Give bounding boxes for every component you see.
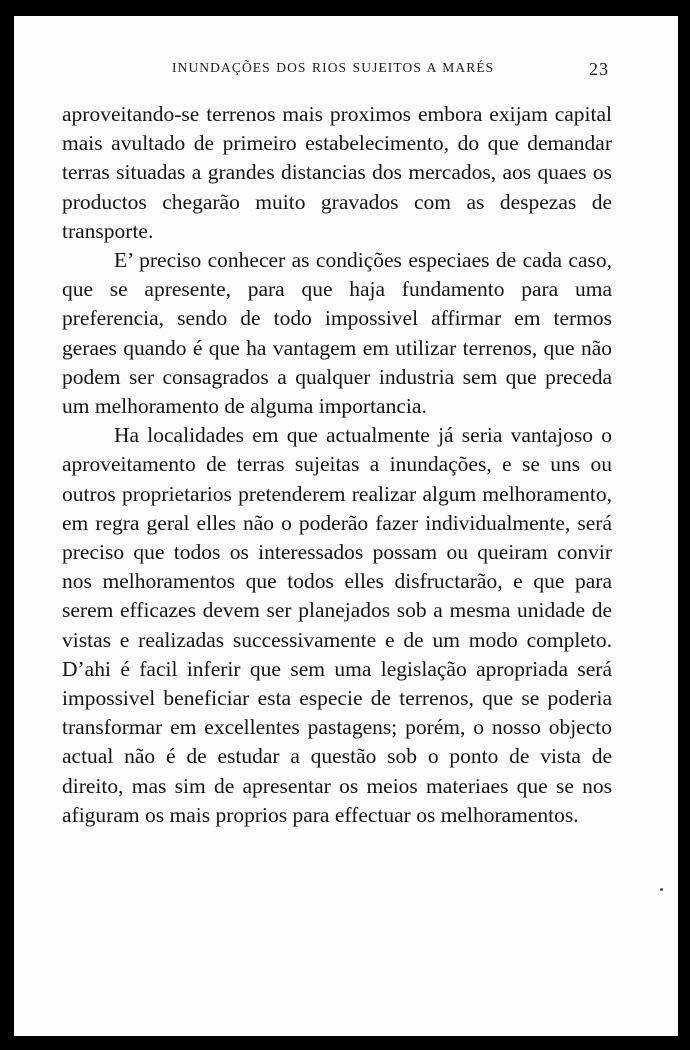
running-title: INUNDAÇÕES DOS RIOS SUJEITOS A MARÉS — [172, 60, 495, 75]
paper-speck — [660, 888, 663, 891]
paragraph-continuation: aproveitando-se terrenos mais proximos embora exijam capital mais avultado de primeiro estabelecimento, do que demandar terras situadas a grandes distancias dos mercados, aos quaes os productos chegarão muito gravados com as despezas de transporte. — [62, 102, 612, 243]
body-text — [62, 100, 612, 830]
book-page — [14, 16, 678, 1036]
paragraph-localities: Ha localidades em que actualmente já seria vantajoso o aproveitamento de terras sujeitas a inundações, e se uns ou outros proprietarios pretenderem realizar algum melhoramento, em regra geral elles não o poderão fazer individualmente, será preciso que todos os interessados possam ou queiram convir nos melhoramentos que todos elles disfructarão, e que para serem efficazes devem ser planejados sob a mesma unidade de vistas e realizadas successivamente e de um modo completo. D’ahi é facil inferir que sem uma legislação apropriada será impossivel beneficiar esta especie de terrenos, que se poderia transformar em excellentes pastagens; porém, o nosso objecto actual não é de estudar a questão sob o ponto de vista de direito, mas sim de apresentar os meios materiaes que se nos afiguram os mais proprios para effectuar os melhoramentos. — [62, 423, 612, 827]
page-header — [14, 60, 678, 84]
paragraph-conditions: E’ preciso conhecer as condições especiaes de cada caso, que se apresente, para que haja fundamento para uma preferencia, sendo de todo impossivel affirmar em termos geraes quando é que ha vantagem em utilizar terrenos, que não podem ser consagrados a qualquer industria sem que preceda um melhoramento de alguma importancia. — [62, 248, 612, 419]
page-number: 23 — [589, 59, 609, 79]
